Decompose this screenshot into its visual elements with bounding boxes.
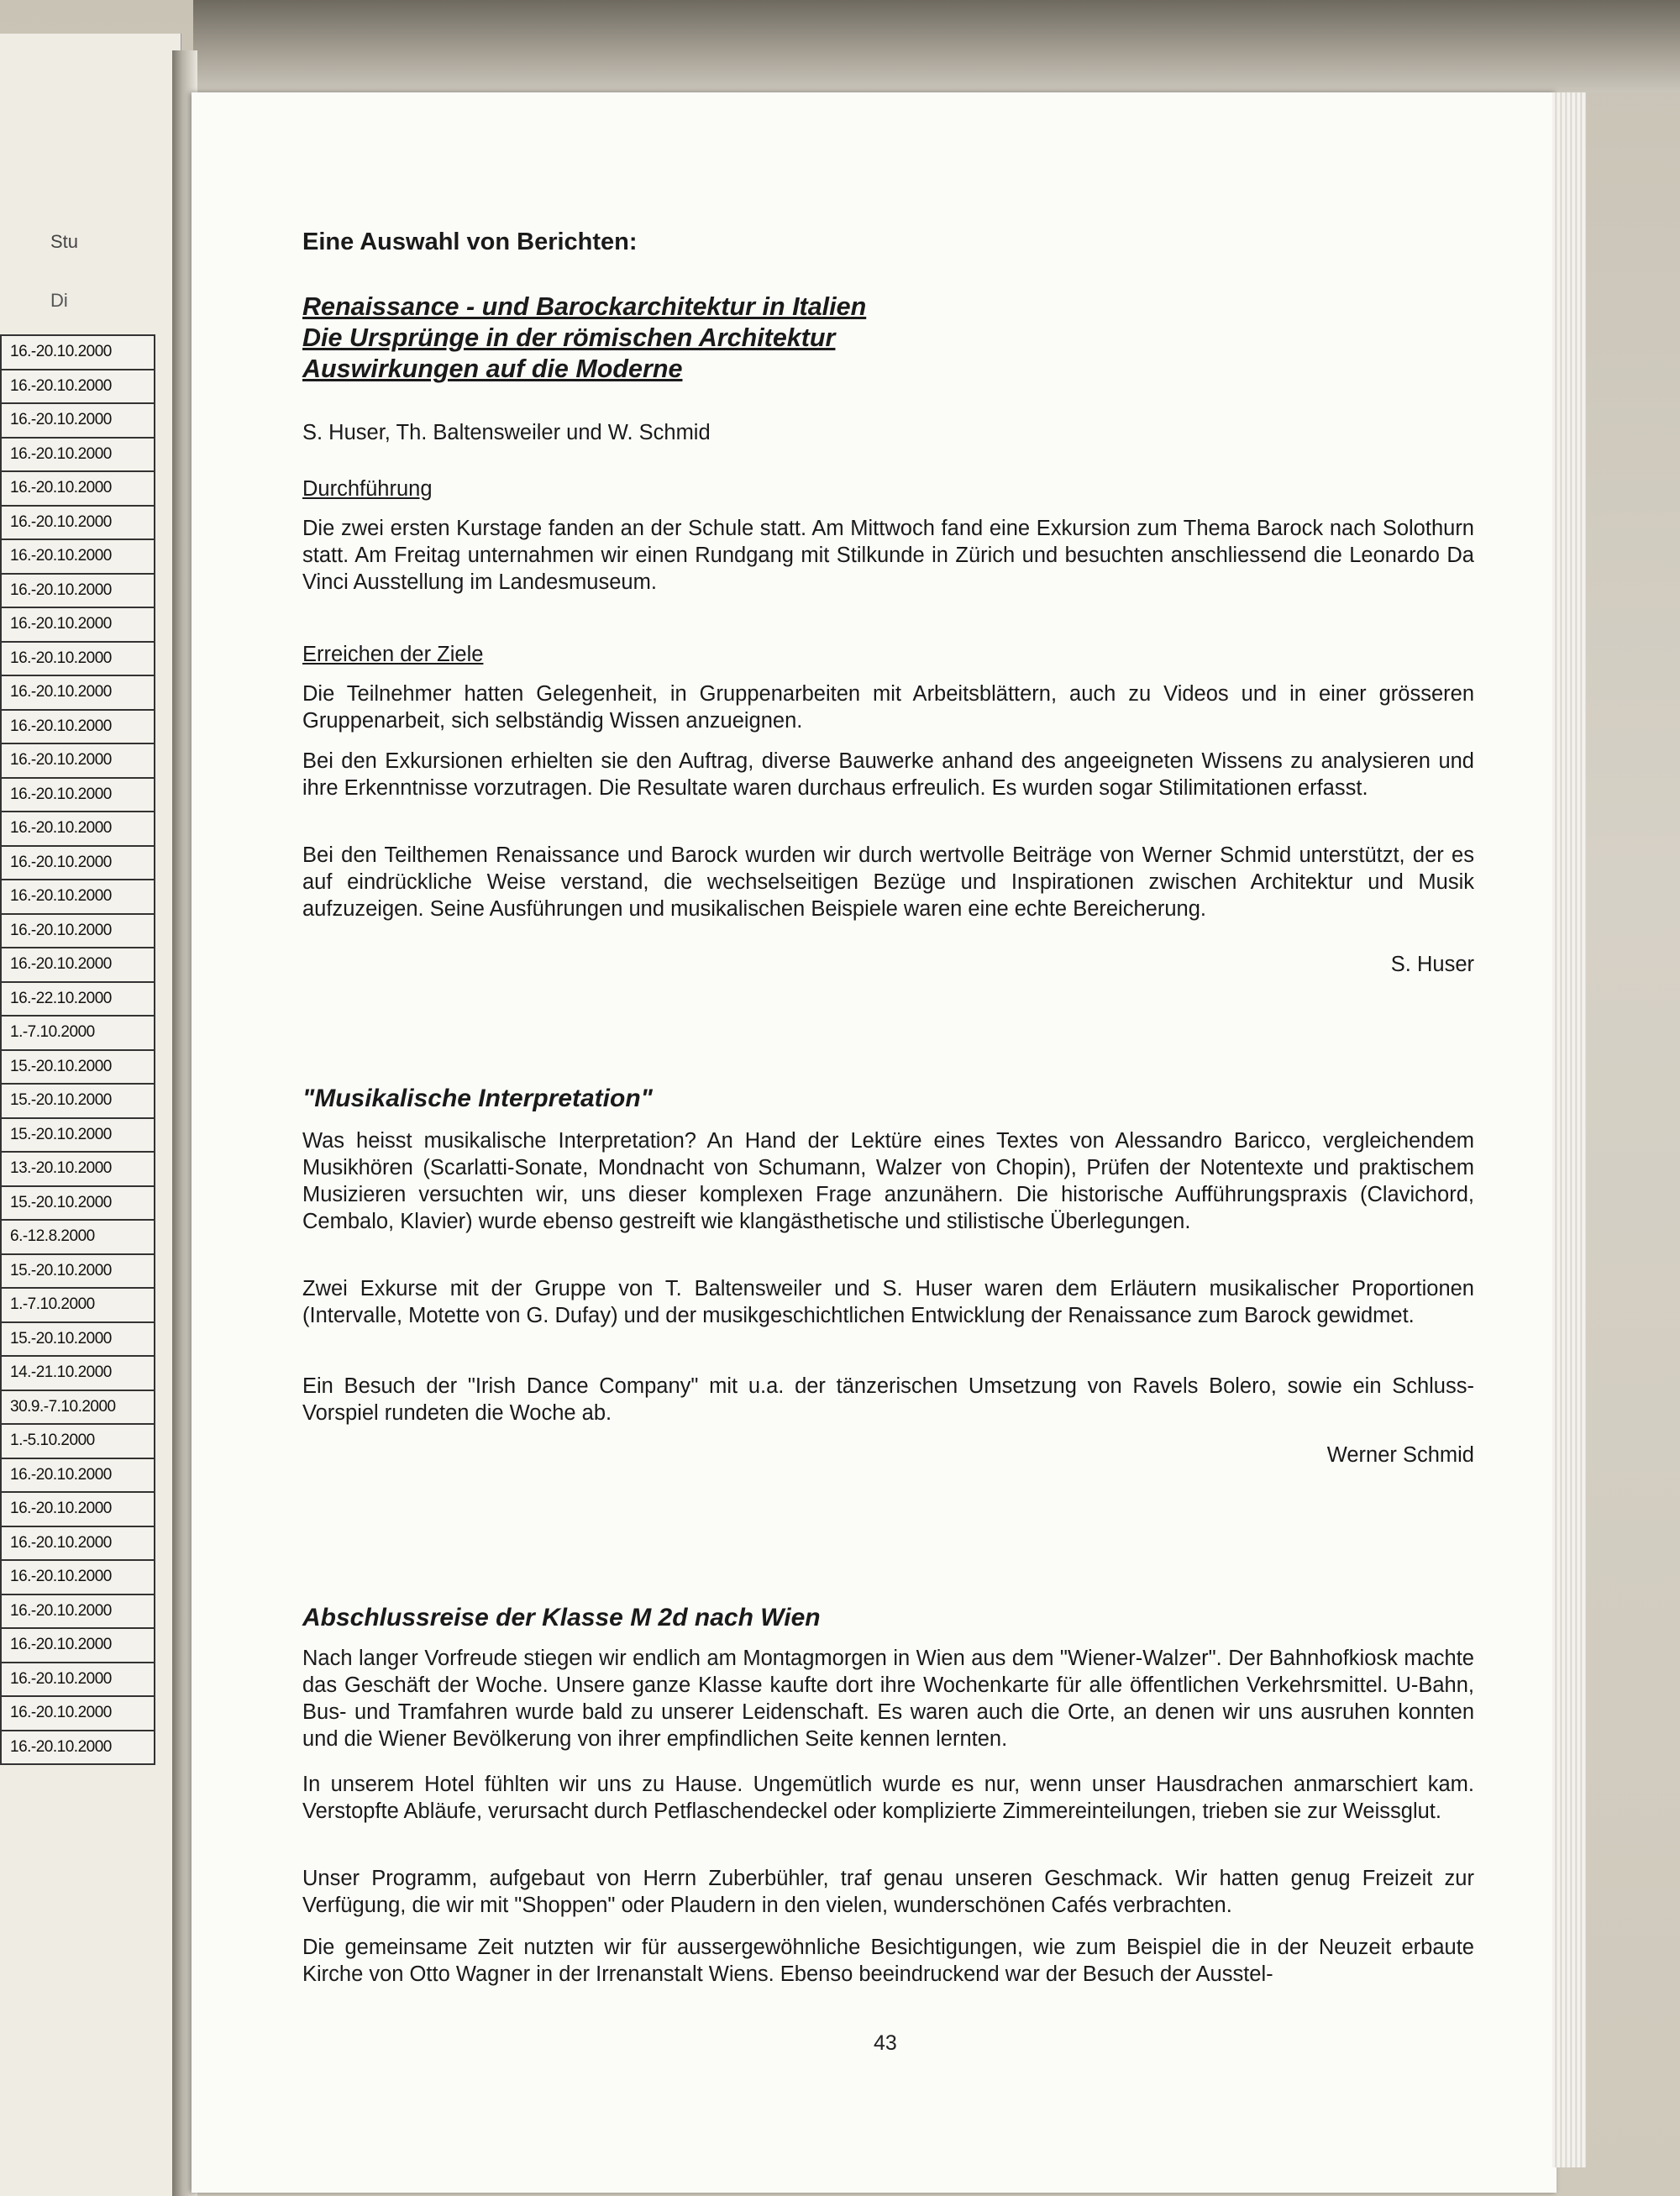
table-row bbox=[1, 1322, 155, 1357]
paragraph-vienna-3: Unser Programm, aufgebaut von Herrn Zuberbühler, traf genau unseren Geschmack. Wir hatten genug Freizeit zur Verfügung, die wir mit "Shoppen" oder Plaudern in den vielen, wunderschönen Cafés verbrachten. bbox=[302, 1867, 1474, 1917]
date-cell: 16.-20.10.2000 bbox=[1, 846, 155, 880]
table-row bbox=[1, 710, 155, 744]
table-row bbox=[1, 1628, 155, 1663]
page-edge-stack bbox=[1552, 92, 1586, 2167]
date-cell: 16.-20.10.2000 bbox=[1, 812, 155, 846]
date-cell: 16.-20.10.2000 bbox=[1, 403, 155, 438]
date-cell: 16.-20.10.2000 bbox=[1, 438, 155, 472]
date-cell: 6.-12.8.2000 bbox=[1, 1220, 155, 1254]
date-cell: 16.-20.10.2000 bbox=[1, 1628, 155, 1663]
subheading-erreichen-der-ziele: Erreichen der Ziele bbox=[302, 643, 484, 666]
date-cell: 16.-20.10.2000 bbox=[1, 335, 155, 370]
date-cell: 15.-20.10.2000 bbox=[1, 1118, 155, 1153]
table-row bbox=[1, 675, 155, 710]
date-cell: 15.-20.10.2000 bbox=[1, 1050, 155, 1085]
date-cell: 1.-7.10.2000 bbox=[1, 1016, 155, 1050]
table-row bbox=[1, 1492, 155, 1526]
date-cell: 16.-20.10.2000 bbox=[1, 675, 155, 710]
table-row bbox=[1, 1050, 155, 1085]
paragraph-vienna-4: Die gemeinsame Zeit nutzten wir für aussergewöhnliche Besichtigungen, wie zum Beispiel die in der Neuzeit erbaute Kirche von Otto Wagner in der Irrenanstalt Wiens. Ebenso beeindruckend war der Besuch der Ausstel- bbox=[302, 1936, 1474, 1986]
table-row bbox=[1, 812, 155, 846]
table-row bbox=[1, 1084, 155, 1118]
date-cell: 16.-20.10.2000 bbox=[1, 370, 155, 404]
page-number: 43 bbox=[874, 2031, 897, 2055]
date-cell: 16.-20.10.2000 bbox=[1, 1492, 155, 1526]
table-row bbox=[1, 846, 155, 880]
paragraph-goals-1: Die Teilnehmer hatten Gelegenheit, in Gruppenarbeiten mit Arbeitsblättern, auch zu Videos und in einer grösseren Gruppenarbeit, sich selbständig Wissen anzueignen. bbox=[302, 682, 1474, 733]
table-row bbox=[1, 1594, 155, 1629]
date-cell: 16.-20.10.2000 bbox=[1, 1594, 155, 1629]
paragraph-goals-2: Bei den Exkursionen erhielten sie den Auftrag, diverse Bauwerke anhand des angeeigneten Wissens zu analysieren und ihre Erkenntnisse vorzutragen. Die Resultate waren durchaus erfreulich. Es wurden sogar Stilimitationen erfasst. bbox=[302, 749, 1474, 800]
page-title: Eine Auswahl von Berichten: bbox=[302, 229, 638, 255]
table-row bbox=[1, 607, 155, 642]
paragraph-music-3: Ein Besuch der "Irish Dance Company" mit u.a. der tänzerischen Umsetzung von Ravels Bolero, sowie ein Schluss-Vorspiel rundeten die Woche ab. bbox=[302, 1374, 1474, 1425]
report-heading bbox=[302, 229, 1474, 255]
table-row bbox=[1, 1424, 155, 1458]
date-cell: 16.-20.10.2000 bbox=[1, 914, 155, 948]
date-cell: 16.-20.10.2000 bbox=[1, 778, 155, 812]
date-cell: 1.-7.10.2000 bbox=[1, 1288, 155, 1322]
table-row bbox=[1, 1186, 155, 1221]
signature-s-huser: S. Huser bbox=[1390, 953, 1474, 976]
date-cell: 16.-20.10.2000 bbox=[1, 1663, 155, 1697]
scan-top-band bbox=[193, 0, 1680, 92]
section-title-musikalische-interpretation: "Musikalische Interpretation" bbox=[302, 1085, 653, 1112]
date-cell: 16.-20.10.2000 bbox=[1, 743, 155, 778]
course-title-line-2: Die Ursprünge in der römischen Architektur bbox=[302, 323, 836, 352]
table-row bbox=[1, 1220, 155, 1254]
date-table bbox=[0, 334, 155, 1765]
date-cell: 16.-20.10.2000 bbox=[1, 1696, 155, 1731]
table-row bbox=[1, 1458, 155, 1493]
date-cell: 16.-20.10.2000 bbox=[1, 1731, 155, 1765]
course-title-line-1: Renaissance - und Barockarchitektur in Italien bbox=[302, 292, 867, 321]
table-row bbox=[1, 778, 155, 812]
table-row bbox=[1, 1560, 155, 1594]
table-row bbox=[1, 948, 155, 982]
table-row bbox=[1, 1731, 155, 1765]
table-row bbox=[1, 1288, 155, 1322]
table-row bbox=[1, 1663, 155, 1697]
table-row bbox=[1, 539, 155, 574]
date-cell: 16.-20.10.2000 bbox=[1, 607, 155, 642]
paragraph-vienna-2: In unserem Hotel fühlten wir uns zu Hause. Ungemütlich wurde es nur, wenn unser Hausdrachen anmarschiert kam. Verstopfte Abläufe, verursacht durch Petflaschendeckel oder komplizierte Zimmereinteilungen, trieben sie zur Weissglut. bbox=[302, 1773, 1474, 1823]
subheading-durchfuehrung: Durchführung bbox=[302, 477, 433, 501]
signature-werner-schmid: Werner Schmid bbox=[1326, 1443, 1474, 1467]
section-title-abschlussreise: Abschlussreise der Klasse M 2d nach Wien bbox=[302, 1604, 821, 1631]
paragraph-durchfuehrung: Die zwei ersten Kurstage fanden an der Schule statt. Am Mittwoch fand eine Exkursion zum Thema Barock nach Solothurn statt. Am Freitag unternahmen wir einen Rundgang mit Stilkunde in Zürich und besuchten anschliessend die Leonardo Da Vinci Ausstellung im Landesmuseum. bbox=[302, 517, 1474, 594]
date-cell: 16.-20.10.2000 bbox=[1, 1560, 155, 1594]
table-row bbox=[1, 471, 155, 506]
date-cell: 16.-20.10.2000 bbox=[1, 880, 155, 914]
table-row bbox=[1, 438, 155, 472]
date-cell: 15.-20.10.2000 bbox=[1, 1322, 155, 1357]
paragraph-music-2: Zwei Exkurse mit der Gruppe von T. Baltensweiler und S. Huser waren dem Erläutern musikalischer Proportionen (Intervalle, Motette von G. Dufay) und der musikgeschichtlichen Entwicklung der Renaissance zum Barock gewidmet. bbox=[302, 1277, 1474, 1327]
table-row bbox=[1, 506, 155, 540]
paragraph-vienna-1: Nach langer Vorfreude stiegen wir endlich am Montagmorgen in Wien aus dem "Wiener-Walzer". Der Bahnhofkiosk machte das Geschäft der Woche. Unsere ganze Klasse kaufte dort ihre Wochenkarte für alle öffentlichen Verkehrsmittel. U-Bahn, Bus- und Tramfahren wurde bald zu unserer Leidenschaft. Es waren auch die Orte, an denen wir uns ausruhen konnten und die Wiener Bevölkerung von ihrer empfindlichen Seite kennen lernten. bbox=[302, 1647, 1474, 1751]
date-cell: 1.-5.10.2000 bbox=[1, 1424, 155, 1458]
table-row bbox=[1, 1152, 155, 1186]
table-row bbox=[1, 403, 155, 438]
date-cell: 16.-20.10.2000 bbox=[1, 642, 155, 676]
table-row bbox=[1, 574, 155, 608]
table-row bbox=[1, 642, 155, 676]
course-title-line-3: Auswirkungen auf die Moderne bbox=[302, 355, 683, 383]
date-cell: 16.-20.10.2000 bbox=[1, 1458, 155, 1493]
table-row bbox=[1, 982, 155, 1017]
table-row bbox=[1, 1016, 155, 1050]
left-page-subheading-fragment: Di bbox=[50, 290, 68, 311]
table-row bbox=[1, 1356, 155, 1390]
table-row bbox=[1, 914, 155, 948]
course-title-block bbox=[302, 292, 1474, 385]
table-row bbox=[1, 880, 155, 914]
table-row bbox=[1, 335, 155, 370]
table-row bbox=[1, 1390, 155, 1425]
paragraph-goals-3: Bei den Teilthemen Renaissance und Barock wurden wir durch wertvolle Beiträge von Werner Schmid unterstützt, der es auf eindrückliche Weise verstand, die wechselseitigen Bezüge und Inspirationen zwischen Architektur und Musik aufzuzeigen. Seine Ausführungen und musikalischen Beispiele waren eine echte Bereicherung. bbox=[302, 843, 1474, 921]
date-cell: 16.-20.10.2000 bbox=[1, 539, 155, 574]
date-cell: 16.-20.10.2000 bbox=[1, 710, 155, 744]
date-cell: 13.-20.10.2000 bbox=[1, 1152, 155, 1186]
date-cell: 16.-20.10.2000 bbox=[1, 506, 155, 540]
date-cell: 16.-20.10.2000 bbox=[1, 574, 155, 608]
table-row bbox=[1, 1696, 155, 1731]
paragraph-music-1: Was heisst musikalische Interpretation? An Hand der Lektüre eines Textes von Alessandro Baricco, vergleichendem Musikhören (Scarlatti-Sonate, Mondnacht von Schumann, Walzer von Chopin), Prüfen der Notentexte und praktischem Musizieren versuchten wir, uns dieser komplexen Frage anzunähern. Die historische Aufführungspraxis (Clavichord, Cembalo, Klavier) wurde ebenso gestreift wie klangästhetische und stilistische Überlegungen. bbox=[302, 1129, 1474, 1233]
date-cell: 16.-20.10.2000 bbox=[1, 1526, 155, 1561]
table-row bbox=[1, 743, 155, 778]
left-page-heading-fragment: Stu bbox=[50, 231, 79, 252]
table-row bbox=[1, 1526, 155, 1561]
date-cell: 14.-21.10.2000 bbox=[1, 1356, 155, 1390]
date-cell: 16.-22.10.2000 bbox=[1, 982, 155, 1017]
date-cell: 15.-20.10.2000 bbox=[1, 1186, 155, 1221]
date-cell: 15.-20.10.2000 bbox=[1, 1084, 155, 1118]
date-cell: 30.9.-7.10.2000 bbox=[1, 1390, 155, 1425]
table-row bbox=[1, 1254, 155, 1289]
table-row bbox=[1, 370, 155, 404]
date-cell: 15.-20.10.2000 bbox=[1, 1254, 155, 1289]
date-cell: 16.-20.10.2000 bbox=[1, 471, 155, 506]
date-cell: 16.-20.10.2000 bbox=[1, 948, 155, 982]
table-row bbox=[1, 1118, 155, 1153]
course-authors: S. Huser, Th. Baltensweiler und W. Schmid bbox=[302, 421, 711, 444]
